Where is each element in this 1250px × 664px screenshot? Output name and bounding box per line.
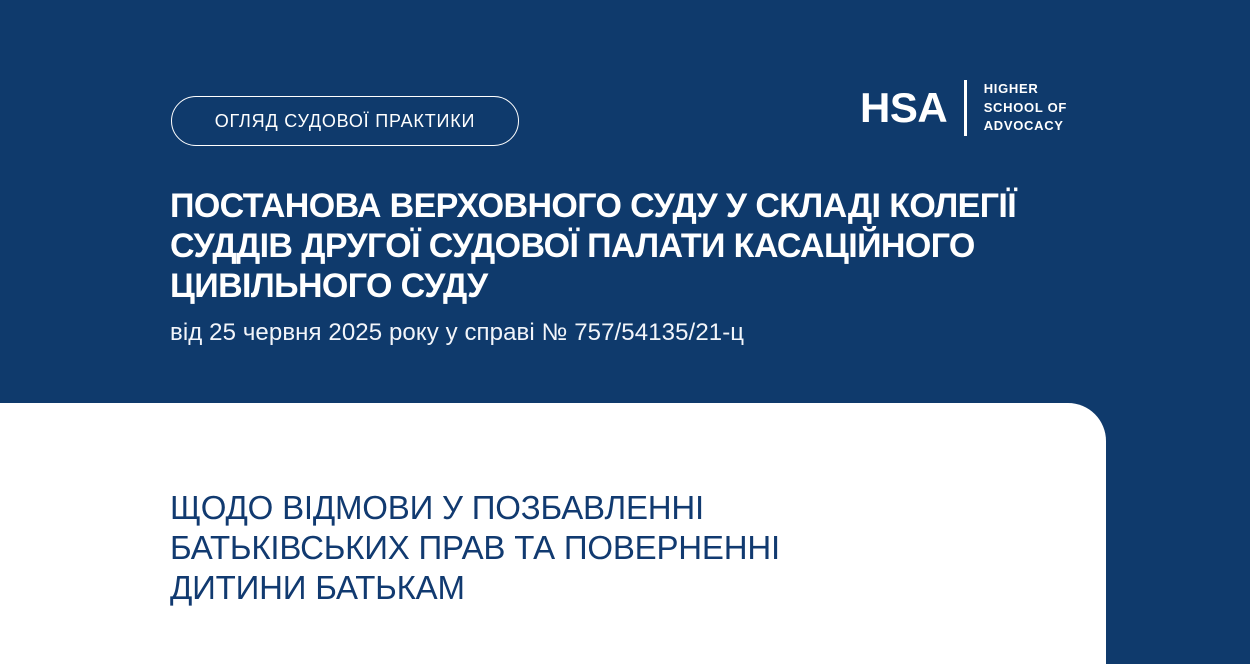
topic-heading-line: ЩОДО ВІДМОВИ У ПОЗБАВЛЕННІ — [170, 489, 704, 526]
hsa-logo-abbr: HSA — [860, 84, 948, 131]
content-card — [0, 403, 1106, 664]
logo-name-line: HIGHER — [983, 81, 1039, 97]
hsa-logo — [860, 80, 1067, 136]
logo-divider — [964, 80, 967, 136]
decision-title-line: ЦИВІЛЬНОГО СУДУ — [170, 267, 488, 305]
practice-review-badge-label: ОГЛЯД СУДОВОЇ ПРАКТИКИ — [214, 110, 476, 131]
topic-heading-line: БАТЬКІВСЬКИХ ПРАВ ТА ПОВЕРНЕННІ — [170, 529, 780, 566]
decision-title-line: ПОСТАНОВА ВЕРХОВНОГО СУДУ У СКЛАДІ КОЛЕГІЇ — [170, 187, 1017, 225]
decision-title-line: СУДДІВ ДРУГОЇ СУДОВОЇ ПАЛАТИ КАСАЦІЙНОГО — [170, 227, 975, 265]
decision-title — [170, 186, 1016, 306]
logo-name-line: SCHOOL OF — [983, 99, 1068, 115]
decision-date-case-number: від 25 червня 2025 року у справі № 757/54135/21-ц — [170, 319, 745, 346]
topic-heading — [170, 488, 780, 608]
logo-name-block — [984, 80, 1067, 136]
logo-name-line: ADVOCACY — [983, 118, 1064, 134]
topic-heading-line: ДИТИНИ БАТЬКАМ — [170, 569, 465, 606]
practice-review-badge — [171, 96, 519, 146]
